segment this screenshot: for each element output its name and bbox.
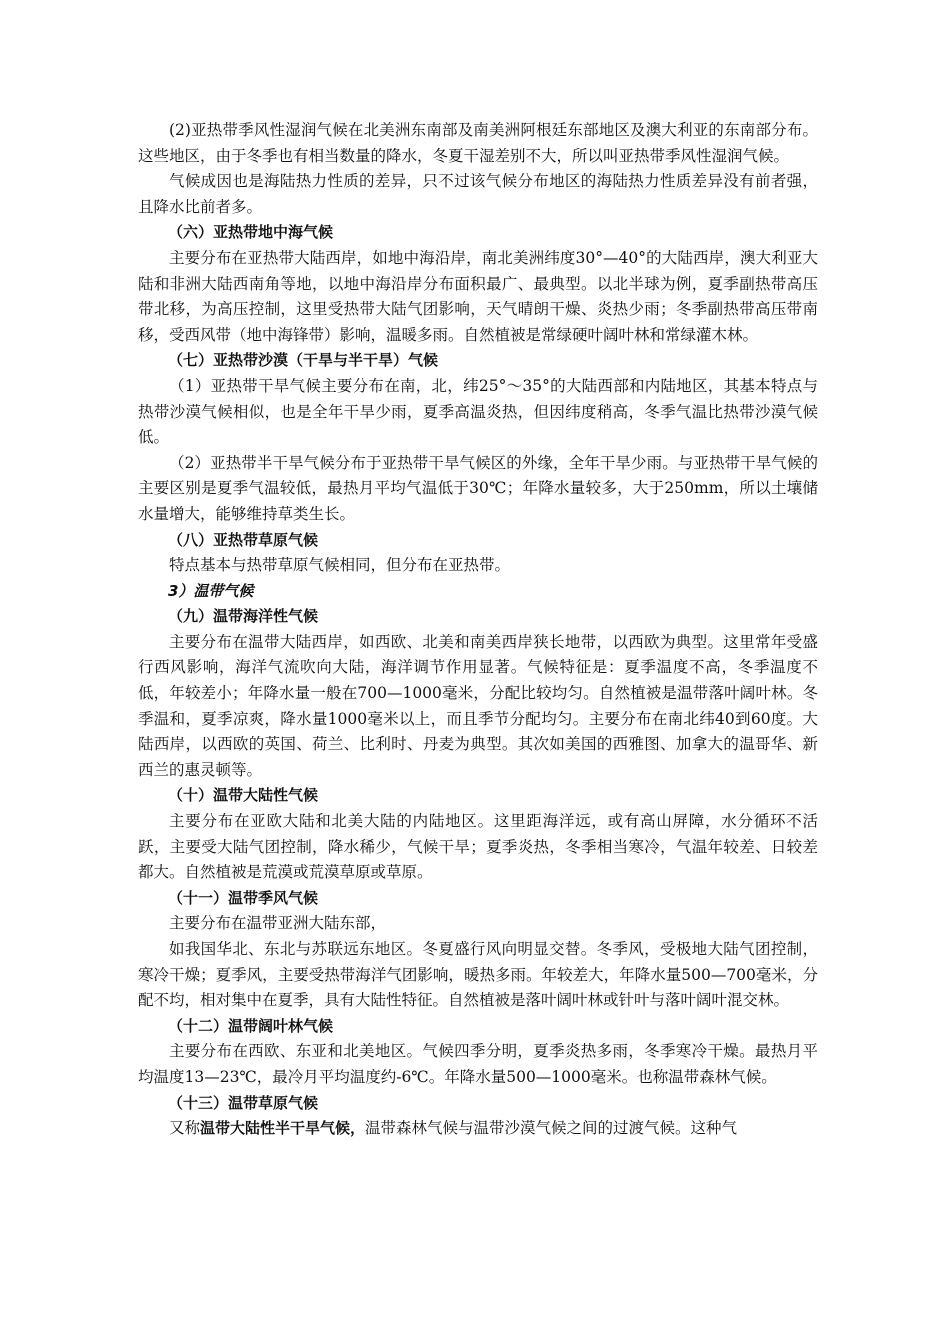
section-heading: （十二）温带阔叶林气候: [168, 1016, 334, 1035]
body-paragraph: 如我国华北、东北与苏联远东地区。冬夏盛行风向明显交替。冬季风，受极地大陆气团控制，寒冷干燥；夏季风，主要受热带海洋气团影响，暖热多雨。年较差大，年降水量500—700毫米，分配不均，相对集中在夏季，具有大陆性特征。自然植被是落叶阔叶林或针叶与落叶阔叶混交林。: [138, 940, 818, 1010]
section-heading: （八）亚热带草原气候: [168, 530, 319, 549]
body-paragraph: 主要分布在亚热带大陆西岸，如地中海沿岸，南北美洲纬度30°—40°的大陆西岸，澳大利亚大陆和非洲大陆西南角等地，以地中海沿岸分布面积最广、最典型。以北半球为例，夏季副热带高压带北移，为高压控制，这里受热带大陆气团影响，天气晴朗干燥、炎热少雨；冬季副热带高压带南移，受西风带（地中海锋带）影响，温暖多雨。自然植被是常绿硬叶阔叶林和常绿灌木林。: [138, 248, 818, 344]
body-paragraph: 气候成因也是海陆热力性质的差异，只不过该气候分布地区的海陆热力性质差异没有前者强，且降水比前者多。: [138, 172, 818, 216]
section-heading: （十）温带大陆性气候: [168, 786, 319, 805]
section-heading: （七）亚热带沙漠（干旱与半干旱）气候: [168, 351, 439, 370]
body-paragraph: 主要分布在温带大陆西岸，如西欧、北美和南美西岸狭长地带，以西欧为典型。这里常年受盛行西风影响，海洋气流吹向大陆，海洋调节作用显著。气候特征是：夏季温度不高，冬季温度不低，年较差小；年降水量一般在700—1000毫米，分配比较均匀。自然植被是温带落叶阔叶林。冬季温和，夏季凉爽，降水量1000毫米以上，而且季节分配均匀。主要分布在南北纬40到60度。大陆西岸，以西欧的英国、荷兰、比利时、丹麦为典型。其次如美国的西雅图、加拿大的温哥华、新西兰的惠灵顿等。: [138, 632, 818, 779]
body-paragraph: 主要分布在西欧、东亚和北美地区。气候四季分明，夏季炎热多雨，冬季寒冷干燥。最热月平均温度13—23℃，最冷月平均温度约-6℃。年降水量500—1000毫米。也称温带森林气候。: [138, 1042, 818, 1086]
section-heading: 3）温带气候: [168, 581, 254, 600]
section-heading: （六）亚热带地中海气候: [168, 223, 334, 242]
body-paragraph: （2）亚热带半干旱气候分布于亚热带干旱气候区的外缘，全年干旱少雨。与亚热带干旱气候的主要区别是夏季气温较低，最热月平均气温低于30℃；年降水量较多，大于250mm，所以土壤储水量增大，能够维持草类生长。: [138, 453, 818, 523]
section-heading: （十三）温带草原气候: [168, 1093, 319, 1112]
section-heading: （十一）温带季风气候: [168, 888, 319, 907]
paragraph-lead: 又称: [169, 1119, 201, 1138]
body-paragraph: (2)亚热带季风性湿润气候在北美洲东南部及南美洲阿根廷东部地区及澳大利亚的东南部分布。这些地区，由于冬季也有相当数量的降水，冬夏干湿差别不大，所以叫亚热带季风性湿润气候。: [138, 121, 818, 165]
body-paragraph: [138, 1116, 818, 1142]
paragraph-rest: 温带森林气候与温带沙漠气候之间的过渡气候。这种气: [365, 1119, 738, 1138]
body-paragraph: 主要分布在亚欧大陆和北美大陆的内陆地区。这里距海洋远，或有高山屏障，水分循环不活跃，主要受大陆气团控制，降水稀少，气候干旱；夏季炎热，冬季相当寒冷，气温年较差、日较差都大。自然植被是荒漠或荒漠草原或草原。: [138, 812, 818, 882]
body-paragraph: 主要分布在温带亚洲大陆东部，: [169, 914, 387, 933]
body-paragraph: （1）亚热带干旱气候主要分布在南，北，纬25°～35°的大陆西部和内陆地区，其基本特点与热带沙漠气候相似，也是全年干旱少雨，夏季高温炎热，但因纬度稍高，冬季气温比热带沙漠气候低。: [138, 376, 818, 447]
section-heading: （九）温带海洋性气候: [168, 607, 319, 626]
bold-term: 温带大陆性半干旱气候，: [200, 1119, 366, 1138]
body-paragraph: 特点基本与热带草原气候相同，但分布在亚热带。: [169, 556, 511, 575]
